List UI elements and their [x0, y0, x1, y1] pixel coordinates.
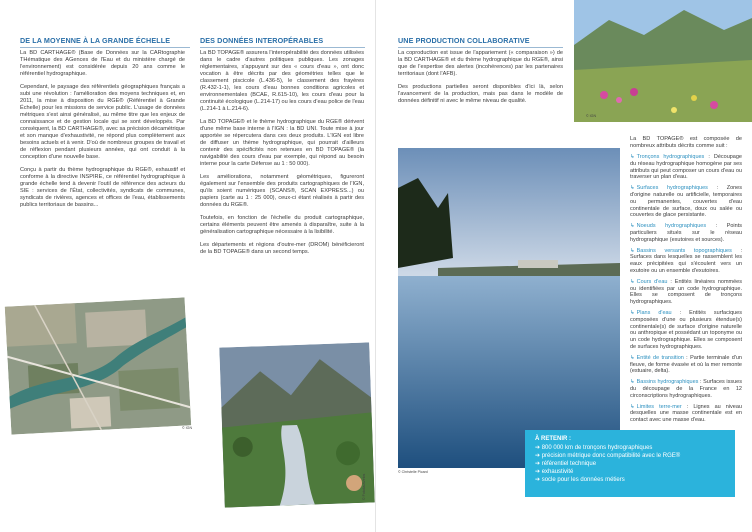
definition-term: Noeuds hydrographiques: [636, 223, 707, 230]
definition-term: Tronçons hydrographiques: [636, 154, 705, 160]
arrow-icon: ↳: [630, 223, 635, 230]
aerial-river-photo: [5, 297, 191, 434]
definition-text: : Lignes au niveau desquelles une masse continentale est en contact avec une masse d'eau.: [630, 403, 742, 424]
definition-term: Plans d'eau: [636, 309, 672, 316]
paragraph: La BD CARTHAGE® (Base de Données sur la CARtographie THématique des AGences de l'Eau et du ministère chargé de l'environnement) est considérée depuis 20 ans comme le référentiel hydrographique.: [20, 50, 185, 77]
definition-term: Surfaces hydrographiques: [636, 185, 708, 192]
mountain-flowers-photo: [574, 0, 752, 122]
aerial-river-image: [5, 297, 191, 434]
arrow-icon: ↳: [630, 278, 635, 285]
column-production-collaborative: [398, 50, 563, 111]
heading-text: UNE PRODUCTION COLLABORATIVE: [398, 36, 530, 45]
definition-text: : Surfaces issues du découpage de la France en 12 circonscriptions hydrographiques.: [630, 379, 742, 399]
definition-item: [630, 355, 742, 375]
heading-production-collaborative: [398, 36, 563, 48]
paragraph: Les départements et régions d'outre-mer (DROM) bénéficieront de la BD TOPAGE® dans un second temps.: [200, 242, 364, 255]
a-retenir-box: [525, 430, 735, 497]
definition-term: Bassins hydrographiques: [636, 379, 699, 386]
paragraph: Cependant, le paysage des référentiels géographiques français a subi une révolution : l'amélioration des moyens techniques et, en 2011, la mise à disposition du RGE® (Référentiel à Grande Échelle) pour les missions de service public. L'usage de données métriques s'est ainsi généralisé, au même titre que les enjeux de connaissance et de gestion locale qui se sont développés. Par conséquent, la BD CARTHAGE®, avec sa précision décamétrique et son manque d'exhaustivité, ne répond plus complètement aux besoins actuels et à venir. D'où de nombreux groupes de travail et de réflexion pendant plusieurs années, qui ont conduit à la conception d'une nouvelle base.: [20, 84, 185, 160]
definition-item: [630, 248, 742, 275]
heading-rule: [20, 47, 190, 48]
definition-term: Cours d'eau: [636, 278, 668, 285]
paragraph: Toutefois, en fonction de l'échelle du produit cartographique, certains éléments peuvent être amenés à disparaître, suite à la généralisation cartographique nécessaire à la lisibilité.: [200, 215, 364, 235]
lake-image: [398, 148, 620, 468]
mountain-flowers-image: [574, 0, 752, 122]
a-retenir-item: ➔ socle pour les données métiers: [535, 477, 625, 483]
a-retenir-item: ➔ précision métrique donc compatibilité avec le RGE®: [535, 453, 681, 459]
heading-moyenne-grande-echelle: [20, 36, 190, 48]
definition-text: : Entités surfaciques composées d'une ou plusieurs étendue(s) continentale(s) de surface d'origine naturelle ou anthropique et possédant un toponyme ou un code hydrographique. Elles se composent de surfaces hydrographiques.: [630, 309, 742, 350]
photo-credit-aerial: © IGN: [182, 426, 193, 430]
photo-credit-lake: © Christelle Picard: [398, 470, 428, 474]
arrow-icon: ↳: [630, 185, 635, 192]
mountain-stream-image: [219, 342, 374, 507]
definition-text: : Points particuliers situés sur le réseau hydrographique (exutoires et sources).: [630, 223, 742, 243]
a-retenir-item: ➔ référentiel technique: [535, 461, 597, 467]
paragraph: Les améliorations, notamment géométriques, figureront également sur l'ensemble des produits cartographiques de l'IGN, qu'ils soient numériques (SCANS®, SCAN EXPRESS...) ou papiers (carte au 1 : 25 000), ceux-ci étant réalisés à partir des données du RGE®.: [200, 174, 364, 208]
definition-term: Entité de transition: [636, 354, 684, 361]
arrow-icon: ↳: [630, 354, 635, 361]
column-moyenne-grande-echelle: [20, 50, 185, 215]
heading-rule: [398, 47, 563, 48]
definition-text: : Entités linéaires nommées ou identifiées par un code hydrographique. Elles se composent de tronçons hydrographiques.: [630, 278, 742, 306]
paragraph: Conçu à partir du thème hydrographique du RGE®, exhaustif et conforme à la directive INSPIRE, ce référentiel hydrographique à grande échelle tend à devenir l'outil de référence des acteurs du SIE : services de l'État, collectivités, syndicats de communes, syndicats de rivières, agences et offices de l'eau, établissements publics territoriaux de bassins...: [20, 167, 185, 208]
definition-text: : Découpage du réseau hydrographique homogène par ses attributs qui peut composer un cours d'eau ou traverser un plan d'eau.: [630, 154, 742, 181]
arrow-icon: ↳: [630, 154, 635, 160]
paragraph: La BD TOPAGE® assurera l'interopérabilité des données utilisées dans le cadre d'autres politiques publiques. Les zonages réglementaires, s'appuyant sur des « cours d'eau », ont donc vocation à être décrits par des géométries telles que le classement piscicole (L.436-5), le classement des frayères (R.432-1-1), les cours d'eau bonnes conditions agricoles et environnementales (BCAE, R.615-10), les cours d'eau pour la continuité écologique (L.214-17) ou les cours d'eau police de l'eau (L.214-1 à L.214-6).: [200, 50, 364, 112]
arrow-icon: ↳: [630, 247, 635, 254]
definition-term: Bassins versants topographiques: [636, 247, 732, 254]
a-retenir-item: ➔ 800 000 km de tronçons hydrographiques: [535, 445, 653, 451]
definition-item: [630, 223, 742, 243]
paragraph: La coproduction est issue de l'appariement (« comparaison ») de la BD CARTHAGE® et du thème hydrographique du RGE®, ainsi que de l'expertise des alertes (incohérences) par les partenaires territoriaux (dont l'AFB).: [398, 50, 563, 77]
photo-credit-flowers: © IGN: [586, 114, 597, 118]
definition-text: : Partie terminale d'un fleuve, de forme évasée et où la mer remonte (estuaire, delta).: [630, 354, 742, 375]
arrow-icon: ↳: [630, 309, 635, 316]
heading-rule: [200, 47, 365, 48]
column-donnees-interoperables: [200, 50, 364, 262]
paragraph: La BD TOPAGE® et le thème hydrographique du RGE® dérivent d'une même base interne à l'IGN : la BD UNI. Toute mise à jour apportée se répercutera dans ces deux produits. L'IGN est libre de diffuser un thème hydrographique, qui pourrait d'ailleurs contenir des spécificités non retenues en BD TOPAGE® (la navigabilité des cours d'eau par exemple, qui répond au besoin interne pour la carte Défense au 1 : 50 000).: [200, 119, 364, 167]
definition-item: [630, 310, 742, 351]
paragraph: Des productions partielles seront disponibles d'ici là, selon l'avancement de la production, mais pas dans le modèle de données définitif ni avec le même niveau de qualité.: [398, 84, 563, 104]
definitions-column: [630, 136, 742, 428]
arrow-icon: ↳: [630, 403, 635, 410]
definition-item: [630, 185, 742, 219]
definitions-intro: La BD TOPAGE® est composée de nombreux attributs décrits comme suit :: [630, 136, 742, 149]
heading-text: DE LA MOYENNE À LA GRANDE ÉCHELLE: [20, 36, 171, 45]
photo-credit-mountain: © Fotolia/AVelos: [362, 473, 366, 500]
definition-item: [630, 379, 742, 399]
mountain-stream-photo: [219, 342, 374, 507]
definitions-list: [630, 154, 742, 424]
definition-item: [630, 154, 742, 181]
a-retenir-title: À RETENIR :: [535, 436, 571, 442]
heading-text: DES DONNÉES INTEROPÉRABLES: [200, 36, 324, 45]
lake-photo: [398, 148, 620, 468]
arrow-icon: ↳: [630, 379, 635, 386]
definition-item: [630, 404, 742, 424]
heading-donnees-interoperables: [200, 36, 365, 48]
definition-item: [630, 279, 742, 306]
definition-text: : Surfaces dans lesquelles se rassemblent les eaux précipitées qui s'écoulent vers un exutoire ou un ensemble d'exutoires.: [630, 247, 742, 274]
a-retenir-item: ➔ exhaustivité: [535, 469, 574, 475]
definition-term: Limites terre-mer: [636, 403, 682, 410]
definition-text: : Zones d'origine naturelle ou artificielle, temporaires ou permanentes, couvertes d'eau continentale de surface, doux ou salée ou couvertes de glace persistante.: [630, 185, 742, 219]
